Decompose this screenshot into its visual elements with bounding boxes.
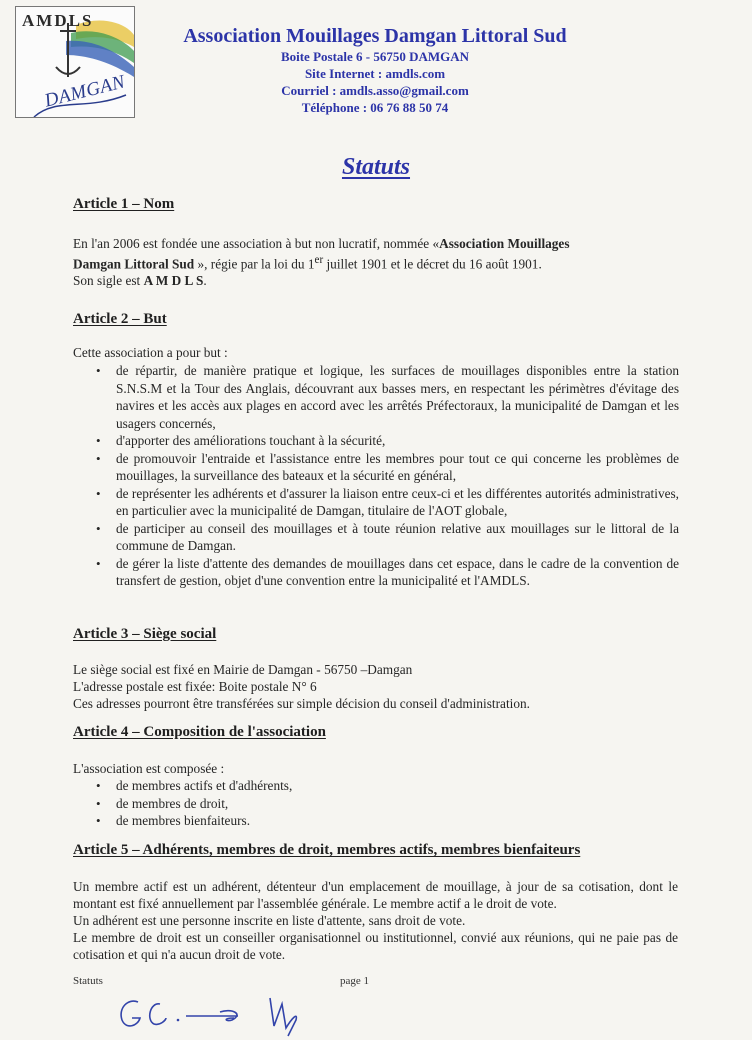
page-number: page 1 — [340, 975, 370, 987]
article-4-heading: Article 4 – Composition de l'association — [73, 724, 326, 740]
article-2-heading: Article 2 – But — [73, 311, 167, 327]
a1-acronym: A M D L S — [143, 273, 204, 289]
postal-address: Boite Postale 6 - 56750 DAMGAN — [280, 49, 470, 64]
list-item: • de participer au conseil des mouillages et à toute réunion relative aux mouillages sur le littoral de la commune de Damgan. — [94, 520, 679, 555]
footer-label: Statuts — [73, 975, 103, 987]
article-4-list — [94, 777, 679, 830]
article-5-paragraph: Un membre actif est un adhérent, détenteur d'un emplacement de mouillage, à jour de sa cotisation, dont le montant est fixé annuellement par l'assemblée générale. Le membre actif a le droit de vote. — [73, 879, 678, 911]
document-title-wrap — [0, 154, 752, 181]
a1-text-4: Son sigle est — [73, 273, 144, 289]
article-5-paragraph: Un adhérent est une personne inscrite en liste d'attente, sans droit de vote. — [73, 913, 466, 928]
article-1-line-3 — [73, 272, 678, 289]
website-line: Site Internet : amdls.com — [304, 66, 446, 81]
handwritten-initials — [110, 990, 330, 1040]
phone-line: Téléphone : 06 76 88 50 74 — [301, 100, 449, 115]
article-3-line: L'adresse postale est fixée: Boite postale N° 6 — [73, 679, 317, 694]
article-3-body — [73, 661, 678, 712]
article-1-line-2 — [73, 252, 678, 272]
a1-superscript: er — [314, 254, 324, 266]
article-1-line-1 — [73, 235, 678, 252]
article-3-line: Ces adresses pourront être transférées sur simple décision du conseil d'administration. — [73, 696, 530, 711]
article-5-paragraph: Le membre de droit est un conseiller organisationnel ou institutionnel, convié aux réunions, qui ne paie pas de cotisation et qui n'a aucun droit de vote. — [73, 930, 678, 962]
article-5-heading: Article 5 – Adhérents, membres de droit, membres actifs, membres bienfaiteurs — [73, 842, 581, 858]
email-line: Courriel : amdls.asso@gmail.com — [281, 83, 469, 98]
a1-text-5: . — [203, 273, 207, 289]
amdls-logo — [15, 6, 135, 118]
article-3-heading: Article 3 – Siège social — [73, 626, 217, 642]
a1-text-1: En l'an 2006 est fondée une association à but non lucratif, nommée « — [73, 236, 440, 251]
list-item: • de gérer la liste d'attente des demandes de mouillages dans cet espace, dans le cadre de la convention de transfert de gestion, objet d'une convention entre la municipalité et l'AMDLS. — [94, 555, 679, 590]
logo-subtext: DAMGAN — [42, 71, 128, 112]
letterhead — [140, 24, 610, 116]
list-item: • de promouvoir l'entraide et l'assistance entre les membres pour tout ce qui concerne les problèmes de mouillages, la surveillance des bateaux et la sécurité en général, — [94, 450, 679, 485]
article-2-intro: Cette association a pour but : — [73, 345, 228, 360]
article-1-heading: Article 1 – Nom — [73, 196, 175, 212]
list-item: • de représenter les adhérents et d'assurer la liaison entre ceux-ci et les différentes autorités administratives, en particulier avec la municipalité de Damgan, titulaire de l'AOT globale, — [94, 485, 679, 520]
article-3-line: Le siège social est fixé en Mairie de Damgan - 56750 –Damgan — [73, 662, 413, 677]
organization-name: Association Mouillages Damgan Littoral Sud — [183, 25, 567, 47]
article-4-intro: L'association est composée : — [73, 761, 225, 776]
list-item: • d'apporter des améliorations touchant à la sécurité, — [94, 432, 679, 450]
logo-text: AMDLS — [22, 11, 94, 30]
document-title: Statuts — [341, 154, 411, 180]
article-1-body — [73, 235, 678, 289]
a1-bold-name-1: Association Mouillages — [439, 236, 570, 251]
a1-bold-name-2: Damgan Littoral Sud — [73, 256, 195, 272]
list-item: • de membres bienfaiteurs. — [94, 812, 679, 830]
list-item: • de membres actifs et d'adhérents, — [94, 777, 679, 795]
a1-text-2: », régie par la loi du 1 — [194, 256, 315, 272]
list-item: • de membres de droit, — [94, 795, 679, 813]
article-5-body — [73, 878, 678, 963]
list-item: • de répartir, de manière pratique et logique, les surfaces de mouillages disponibles entre la station S.N.S.M et la Tour des Anglais, découvrant aux basses mers, en respectant les périmètres d'évitage des navires et les accès aux plages en accord avec les arrêtés Préfectoraux, la municipalité de Damgan et les usagers concernés, — [94, 362, 679, 432]
article-2-list — [94, 362, 679, 590]
a1-text-3: juillet 1901 et le décret du 16 août 1901. — [323, 256, 542, 272]
